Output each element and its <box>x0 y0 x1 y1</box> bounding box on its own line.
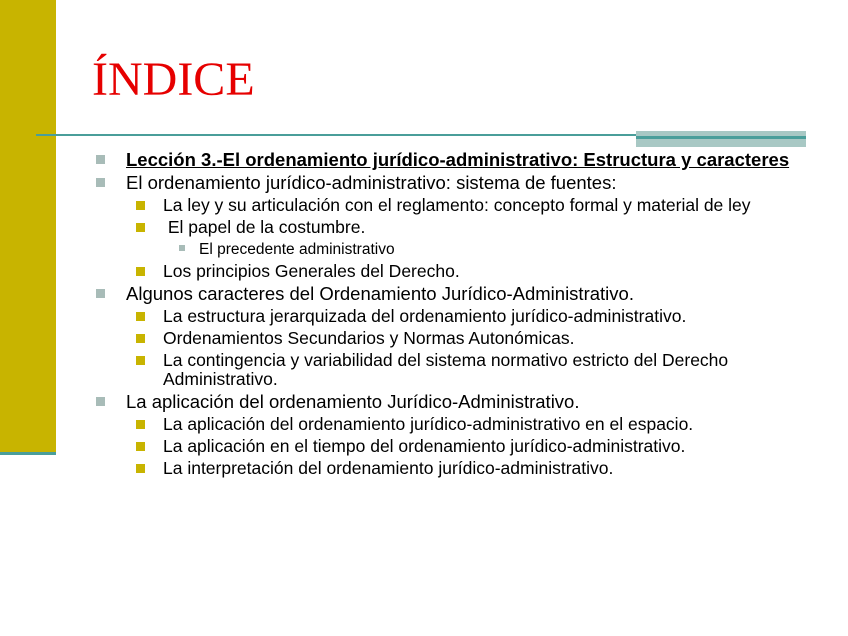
slide-title: ÍNDICE <box>92 53 255 106</box>
lesson-heading: Lección 3.-El ordenamiento jurídico-administrativo: Estructura y caracteres <box>126 149 790 170</box>
square-bullet-icon <box>136 223 145 232</box>
sub-bullet-item <box>92 329 792 348</box>
sub-bullet-text: La estructura jerarquizada del ordenamiento jurídico-administrativo. <box>163 306 687 326</box>
sub-bullet-item <box>92 351 792 389</box>
sub-bullet-text: La aplicación del ordenamiento jurídico-administrativo en el espacio. <box>163 414 694 434</box>
sub-bullet-item <box>92 459 792 478</box>
sub-bullet-item <box>92 262 792 281</box>
bullet-item <box>92 173 792 193</box>
square-bullet-icon <box>136 312 145 321</box>
square-bullet-icon <box>136 464 145 473</box>
sub-bullet-item <box>92 307 792 326</box>
square-bullet-icon <box>136 267 145 276</box>
sub-bullet-text: La interpretación del ordenamiento jurídico-administrativo. <box>163 458 614 478</box>
square-bullet-icon <box>136 201 145 210</box>
square-bullet-icon <box>136 420 145 429</box>
sub-bullet-item <box>92 196 792 215</box>
sub-sub-bullet-item <box>92 239 792 259</box>
square-bullet-icon <box>136 356 145 365</box>
bullet-text: Algunos caracteres del Ordenamiento Jurídico-Administrativo. <box>126 283 634 304</box>
bullet-item <box>92 284 792 304</box>
sub-bullet-text: La contingencia y variabilidad del sistema normativo estricto del Derecho Administrativo. <box>163 350 729 389</box>
square-bullet-icon <box>96 397 105 406</box>
sub-bullet-item <box>92 437 792 456</box>
square-bullet-icon <box>96 289 105 298</box>
sub-bullet-text: Ordenamientos Secundarios y Normas Autonómicas. <box>163 328 575 348</box>
side-decor-bar <box>0 0 56 455</box>
sub-sub-bullet-text: El precedente administrativo <box>199 241 395 258</box>
square-bullet-icon <box>136 334 145 343</box>
sub-bullet-text: La aplicación en el tiempo del ordenamiento jurídico-administrativo. <box>163 436 686 456</box>
sub-bullet-text: La ley y su articulación con el reglamento: concepto formal y material de ley <box>163 195 751 215</box>
bullet-item <box>92 392 792 412</box>
sub-bullet-item <box>92 415 792 434</box>
title-divider-accent <box>636 131 806 147</box>
bullet-text: El ordenamiento jurídico-administrativo: sistema de fuentes: <box>126 172 617 193</box>
square-bullet-icon <box>179 245 185 251</box>
bullet-item <box>92 150 792 170</box>
square-bullet-icon <box>96 155 105 164</box>
square-bullet-icon <box>136 442 145 451</box>
sub-bullet-text: Los principios Generales del Derecho. <box>163 261 460 281</box>
square-bullet-icon <box>96 178 105 187</box>
sub-bullet-item <box>92 218 792 237</box>
sub-bullet-text: El papel de la costumbre. <box>163 217 366 237</box>
slide-content <box>92 150 792 478</box>
bullet-text: La aplicación del ordenamiento Jurídico-Administrativo. <box>126 391 580 412</box>
